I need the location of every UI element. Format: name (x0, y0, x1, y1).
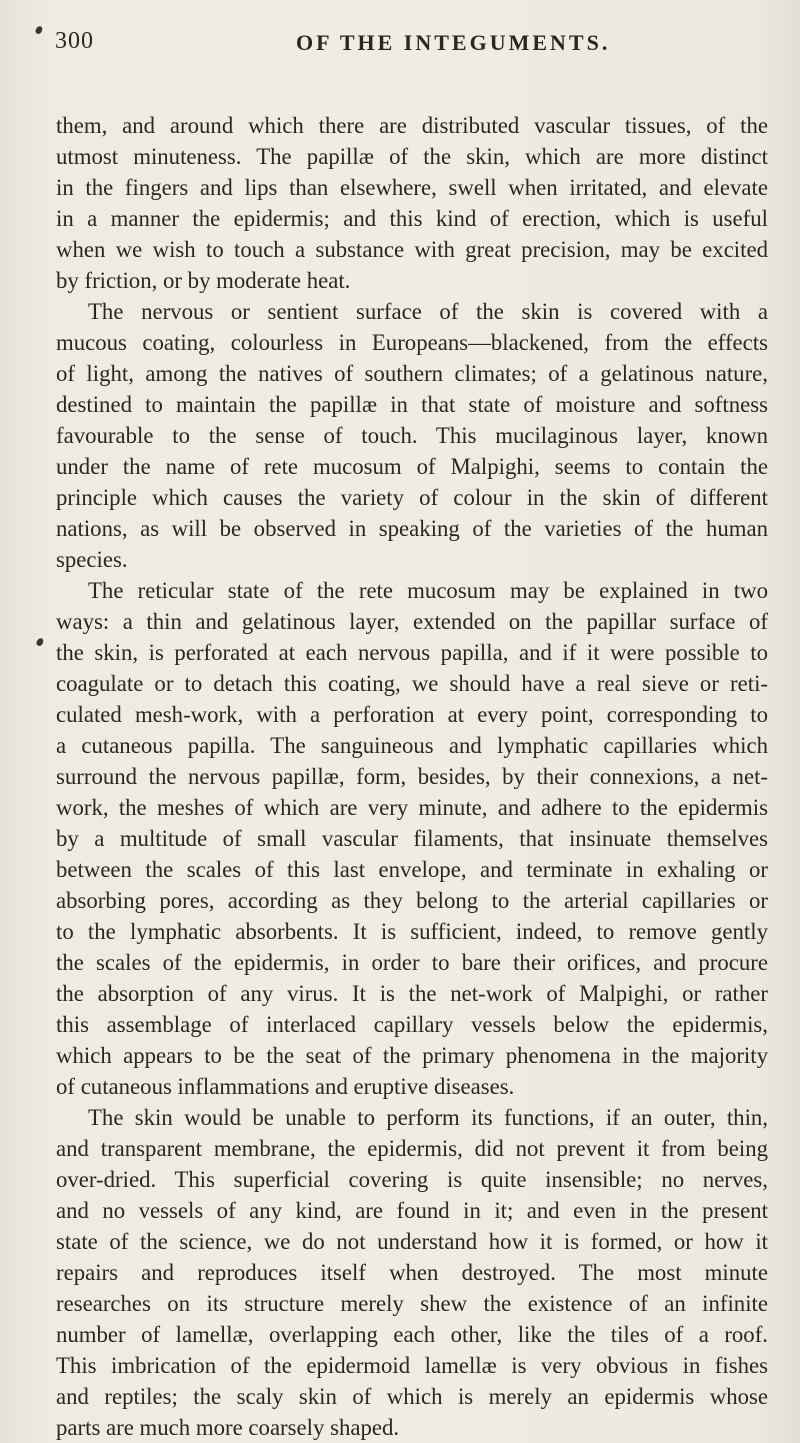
body-text (56, 110, 768, 1443)
text-line: The skin would be unable to perform its functions, if an outer, thin, (88, 1105, 768, 1130)
text-line: them, and around which there are distributed vascular tissues, of the (56, 113, 768, 138)
text-line: work, the meshes of which are very minute, and adhere to the epidermis (56, 795, 768, 820)
text-line: by friction, or by moderate heat. (56, 268, 351, 293)
text-line: by a multitude of small vascular filaments, that insinuate themselves (56, 826, 768, 851)
text-line: in a manner the epidermis; and this kind of erection, which is useful (56, 206, 768, 231)
text-line: The reticular state of the rete mucosum may be explained in two (88, 578, 768, 603)
ink-spot (35, 637, 44, 647)
text-line: the scales of the epidermis, in order to bare their orifices, and procure (56, 950, 768, 975)
text-line: under the name of rete mucosum of Malpighi, seems to contain the (56, 454, 768, 479)
text-line: of light, among the natives of southern climates; of a gelatinous nature, (56, 361, 768, 386)
text-line: this assemblage of interlaced capillary vessels below the epidermis, (56, 1012, 768, 1037)
text-line: nations, as will be observed in speaking of the varieties of the human (56, 516, 768, 541)
text-line: species. (56, 547, 128, 572)
text-line: when we wish to touch a substance with great precision, may be excited (56, 237, 768, 262)
text-line: to the lymphatic absorbents. It is sufficient, indeed, to remove gently (56, 919, 768, 944)
text-line: and transparent membrane, the epidermis, did not prevent it from being (56, 1136, 768, 1161)
text-line: over-dried. This superficial covering is quite insensible; no nerves, (56, 1167, 768, 1192)
text-line: The nervous or sentient surface of the skin is covered with a (88, 299, 768, 324)
text-line: absorbing pores, according as they belong to the arterial capillaries or (56, 888, 768, 913)
ink-spot (34, 25, 43, 35)
page-number: 300 (55, 28, 94, 54)
text-line: principle which causes the variety of colour in the skin of different (56, 485, 768, 510)
text-line: state of the science, we do not understand how it is formed, or how it (56, 1229, 768, 1254)
paragraph (56, 110, 768, 296)
text-line: destined to maintain the papillæ in that state of moisture and softness (56, 392, 768, 417)
paragraph (56, 575, 768, 1102)
text-line: between the scales of this last envelope, and terminate in exhaling or (56, 857, 768, 882)
running-title: OF THE INTEGUMENTS. (296, 30, 611, 55)
text-line: and reptiles; the scaly skin of which is merely an epidermis whose (56, 1384, 768, 1409)
text-line: favourable to the sense of touch. This mucilaginous layer, known (56, 423, 768, 448)
paragraph (56, 1102, 768, 1443)
text-line: and no vessels of any kind, are found in it; and even in the present (56, 1198, 768, 1223)
text-line: a cutaneous papilla. The sanguineous and lymphatic capillaries which (56, 733, 768, 758)
text-line: ways: a thin and gelatinous layer, extended on the papillar surface of (56, 609, 768, 634)
paragraph (56, 296, 768, 575)
text-line: researches on its structure merely shew the existence of an infinite (56, 1291, 768, 1316)
text-line: surround the nervous papillæ, form, besides, by their connexions, a net- (56, 764, 768, 789)
text-line: in the fingers and lips than elsewhere, swell when irritated, and elevate (56, 175, 768, 200)
text-line: of cutaneous inflammations and eruptive diseases. (56, 1074, 515, 1099)
text-line: the skin, is perforated at each nervous papilla, and if it were possible to (56, 640, 768, 665)
text-line: This imbrication of the epidermoid lamellæ is very obvious in fishes (56, 1353, 768, 1378)
text-line: coagulate or to detach this coating, we should have a real sieve or reti- (56, 671, 768, 696)
text-line: repairs and reproduces itself when destroyed. The most minute (56, 1260, 768, 1285)
text-line: utmost minuteness. The papillæ of the skin, which are more distinct (56, 144, 768, 169)
text-line: culated mesh-work, with a perforation at every point, corresponding to (56, 702, 768, 727)
text-line: mucous coating, colourless in Europeans—blackened, from the effects (56, 330, 768, 355)
text-line: which appears to be the seat of the primary phenomena in the majority (56, 1043, 768, 1068)
text-line: number of lamellæ, overlapping each other, like the tiles of a roof. (56, 1322, 768, 1347)
text-line: parts are much more coarsely shaped. (56, 1415, 400, 1440)
text-line: the absorption of any virus. It is the net-work of Malpighi, or rather (56, 981, 768, 1006)
page-header (55, 28, 755, 68)
